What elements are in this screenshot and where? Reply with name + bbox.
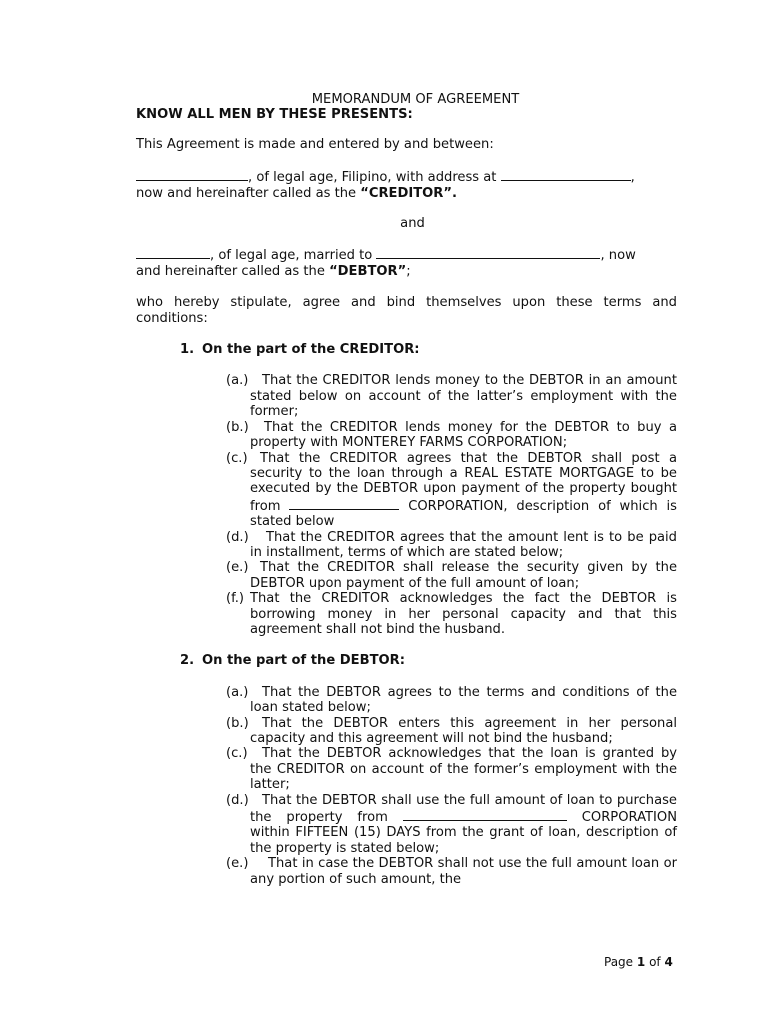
creditor-term: “CREDITOR”.: [360, 185, 457, 201]
party2-now: , now: [600, 248, 636, 264]
page-number-footer: [604, 955, 673, 970]
list-item: [226, 685, 677, 716]
item-text: That the CREDITOR agrees that the DEBTOR shall post a security to the loan through a REAL ESTATE MORTGAGE to be executed by the DEBTOR upon payment of the property bought from: [250, 450, 677, 514]
creditor-address-blank: [501, 168, 631, 181]
creditor-items-list: [226, 373, 677, 637]
item-label: (e.): [226, 856, 249, 872]
section-heading: [180, 342, 677, 357]
item-text: That the DEBTOR shall use the full amount of loan to purchase the property from: [250, 792, 677, 826]
section-title: On the part of the CREDITOR:: [202, 342, 420, 358]
item-label: (c.): [226, 746, 248, 762]
and-text: and: [400, 216, 425, 232]
item-text: That the CREDITOR lends money for the DEBTOR to buy a property with MONTEREY FARMS CORPORATION;: [250, 419, 677, 451]
list-item: [226, 530, 677, 561]
party2-called-text: and hereinafter called as the: [136, 263, 330, 279]
item-text: That the CREDITOR lends money to the DEBTOR in an amount stated below on account of the latter’s employment with the former;: [250, 373, 677, 420]
section-title: On the part of the DEBTOR:: [202, 653, 405, 669]
intro-paragraph: This Agreement is made and entered by and between:: [136, 136, 494, 152]
item-text-after: CORPORATION within FIFTEEN (15) DAYS from the grant of loan, description of the property is stated below;: [250, 810, 677, 856]
party2-semicolon: ;: [406, 263, 411, 279]
section-heading: [180, 653, 677, 668]
list-item: [226, 560, 677, 591]
party-debtor: [136, 246, 677, 279]
debtor-name-blank: [136, 246, 210, 259]
list-item: [226, 420, 677, 451]
list-item: [226, 793, 677, 857]
item-label: (f.): [226, 591, 245, 607]
item-label: (a.): [226, 373, 249, 389]
developer-corporation-blank: [403, 808, 567, 821]
party1-called-text: now and hereinafter called as the: [136, 185, 361, 201]
document-page: [136, 92, 677, 887]
item-text: That the DEBTOR acknowledges that the loan is granted by the CREDITOR on account of the former’s employment with the latter;: [250, 746, 677, 793]
party1-text: , of legal age, Filipino, with address at: [248, 170, 501, 186]
section-number: 2.: [180, 653, 195, 669]
seller-corporation-blank: [289, 497, 399, 510]
item-label: (b.): [226, 715, 249, 731]
stipulate-paragraph: who hereby stipulate, agree and bind themselves upon these terms and conditions:: [136, 295, 677, 326]
spouse-name-blank: [376, 246, 600, 259]
item-text: That the DEBTOR agrees to the terms and conditions of the loan stated below;: [250, 684, 677, 716]
item-label: (e.): [226, 560, 249, 576]
party1-comma: ,: [630, 170, 635, 186]
section-number: 1.: [180, 342, 195, 358]
document-title: [136, 92, 677, 107]
item-text: That the CREDITOR agrees that the amount lent is to be paid in installment, terms of which are stated below;: [250, 529, 677, 560]
item-text: That in case the DEBTOR shall not use the full amount loan or any portion of such amount, the: [250, 856, 677, 887]
item-label: (b.): [226, 419, 249, 435]
list-item: [226, 451, 677, 530]
item-text: That the CREDITOR shall release the security given by the DEBTOR upon payment of the full amount of loan;: [250, 560, 677, 591]
list-item: [226, 856, 677, 887]
of-word: of: [649, 955, 661, 969]
debtor-term: “DEBTOR”: [329, 263, 407, 279]
creditor-name-blank: [136, 168, 248, 181]
list-item: [226, 716, 677, 747]
list-item: [226, 373, 677, 419]
total-pages: 4: [664, 955, 673, 969]
party-creditor: [136, 168, 677, 201]
item-label: (d.): [226, 792, 249, 808]
list-item: [226, 746, 677, 792]
item-label: (d.): [226, 529, 249, 545]
item-text: That the CREDITOR acknowledges the fact the DEBTOR is borrowing money in her personal capacity and that this agreement shall not bind the husband.: [250, 591, 677, 637]
list-item: [226, 591, 677, 637]
item-label: (a.): [226, 684, 249, 700]
title-text: MEMORANDUM OF AGREEMENT: [311, 92, 520, 107]
item-text-after: CORPORATION, description of which is stated below: [250, 498, 677, 530]
know-all-heading: KNOW ALL MEN BY THESE PRESENTS:: [136, 107, 413, 123]
page-word: Page: [604, 955, 634, 969]
party2-text: , of legal age, married to: [210, 248, 377, 264]
item-text: That the DEBTOR enters this agreement in her personal capacity and this agreement will not bind the husband;: [250, 715, 677, 746]
current-page: 1: [636, 955, 646, 969]
debtor-items-list: [226, 685, 677, 887]
item-label: (c.): [226, 450, 248, 466]
